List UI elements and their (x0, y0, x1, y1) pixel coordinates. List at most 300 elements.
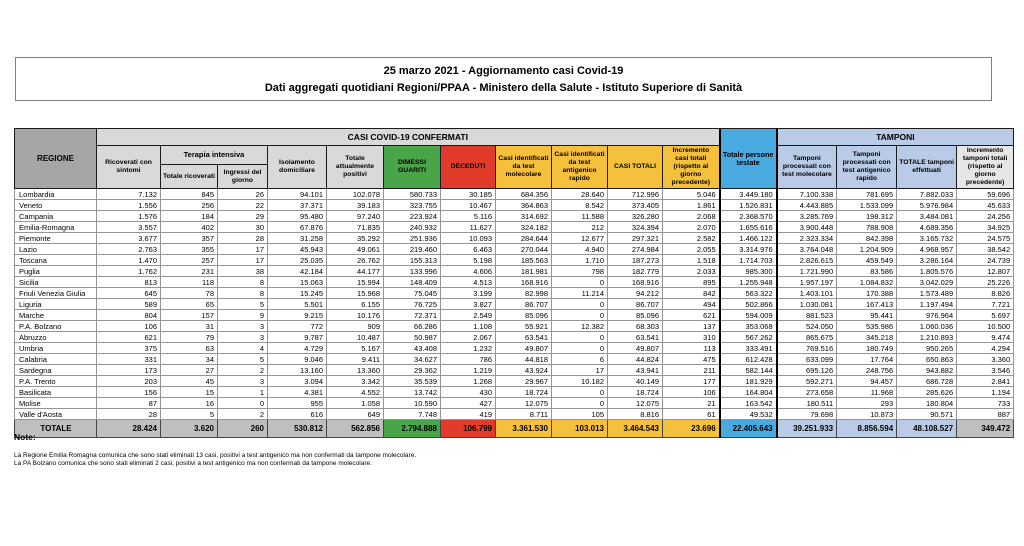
value-cell: 173 (97, 365, 161, 376)
value-cell: 12.677 (552, 233, 608, 244)
value-cell: 78 (161, 288, 218, 299)
value-cell: 887 (957, 409, 1014, 420)
table-row (15, 332, 1014, 343)
value-cell: 257 (161, 255, 218, 266)
region-name: Abruzzo (15, 332, 97, 343)
value-cell: 50.987 (384, 332, 441, 343)
value-cell: 1.210.893 (897, 332, 957, 343)
value-cell: 22.405.643 (720, 420, 777, 438)
value-cell: 1.197.494 (897, 299, 957, 310)
value-cell: 24.739 (957, 255, 1014, 266)
value-cell: 813 (97, 277, 161, 288)
value-cell: 2.794.888 (384, 420, 441, 438)
value-cell: 8.826 (957, 288, 1014, 299)
value-cell: 842 (663, 288, 720, 299)
region-name: Sardegna (15, 365, 97, 376)
value-cell: 31.258 (268, 233, 327, 244)
value-cell: 786 (441, 354, 496, 365)
column-header-persone-testate: Totale persone testate (720, 129, 777, 189)
value-cell: 494 (663, 299, 720, 310)
value-cell: 582.144 (720, 365, 777, 376)
region-name: Molise (15, 398, 97, 409)
value-cell: 733 (957, 398, 1014, 409)
value-cell: 2.070 (663, 222, 720, 233)
value-cell: 4.729 (268, 343, 327, 354)
value-cell: 686.728 (897, 376, 957, 387)
value-cell: 106 (97, 321, 161, 332)
table-row (15, 321, 1014, 332)
value-cell: 42.184 (268, 266, 327, 277)
value-cell: 59.696 (957, 189, 1014, 200)
table-row (15, 200, 1014, 211)
value-cell: 6 (552, 354, 608, 365)
value-cell: 955 (268, 398, 327, 409)
value-cell: 260 (218, 420, 268, 438)
value-cell: 3.546 (957, 365, 1014, 376)
value-cell: 94.212 (608, 288, 663, 299)
value-cell: 1.030.081 (777, 299, 837, 310)
value-cell: 231 (161, 266, 218, 277)
value-cell: 3.286.164 (897, 255, 957, 266)
table-row (15, 266, 1014, 277)
column-header-casi-totali: CASI TOTALI (608, 146, 663, 189)
value-cell: 6.155 (327, 299, 384, 310)
value-cell: 333.491 (720, 343, 777, 354)
value-cell: 2.826.615 (777, 255, 837, 266)
value-cell: 86.707 (608, 299, 663, 310)
value-cell: 297.321 (608, 233, 663, 244)
value-cell: 148.409 (384, 277, 441, 288)
table-row (15, 398, 1014, 409)
notes-title: Note: (14, 432, 36, 442)
value-cell: 274.984 (608, 244, 663, 255)
value-cell: 87 (97, 398, 161, 409)
value-cell: 950.265 (897, 343, 957, 354)
value-cell: 375 (97, 343, 161, 354)
value-cell: 27 (161, 365, 218, 376)
value-cell: 1.518 (663, 255, 720, 266)
value-cell: 3.199 (441, 288, 496, 299)
value-cell: 29.967 (496, 376, 552, 387)
value-cell: 842.398 (837, 233, 897, 244)
value-cell: 524.050 (777, 321, 837, 332)
value-cell: 3.900.448 (777, 222, 837, 233)
value-cell: 44.824 (608, 354, 663, 365)
value-cell: 24.256 (957, 211, 1014, 222)
value-cell: 28 (97, 409, 161, 420)
region-name: P.A. Trento (15, 376, 97, 387)
value-cell: 167.413 (837, 299, 897, 310)
value-cell: 645 (97, 288, 161, 299)
value-cell: 621 (97, 332, 161, 343)
value-cell: 10.093 (441, 233, 496, 244)
region-name: Calabria (15, 354, 97, 365)
value-cell: 2.549 (441, 310, 496, 321)
value-cell: 331 (97, 354, 161, 365)
value-cell: 804 (97, 310, 161, 321)
value-cell: 22 (218, 200, 268, 211)
table-row (15, 354, 1014, 365)
value-cell: 66.286 (384, 321, 441, 332)
value-cell: 43.924 (496, 365, 552, 376)
value-cell: 48.108.527 (897, 420, 957, 438)
value-cell: 18.724 (608, 387, 663, 398)
value-cell: 76.725 (384, 299, 441, 310)
value-cell: 94.101 (268, 189, 327, 200)
value-cell: 45.943 (268, 244, 327, 255)
value-cell: 7.132 (97, 189, 161, 200)
value-cell: 211 (663, 365, 720, 376)
value-cell: 4.381 (268, 387, 327, 398)
region-name: Puglia (15, 266, 97, 277)
value-cell: 12.075 (608, 398, 663, 409)
value-cell: 355 (161, 244, 218, 255)
value-cell: 324.394 (608, 222, 663, 233)
value-cell: 612.428 (720, 354, 777, 365)
value-cell: 72.371 (384, 310, 441, 321)
value-cell: 5.116 (441, 211, 496, 222)
value-cell: 349.472 (957, 420, 1014, 438)
value-cell: 4.294 (957, 343, 1014, 354)
value-cell: 2.055 (663, 244, 720, 255)
value-cell: 8.542 (552, 200, 608, 211)
value-cell: 212 (552, 222, 608, 233)
value-cell: 2.033 (663, 266, 720, 277)
value-cell: 1.721.990 (777, 266, 837, 277)
value-cell: 68.303 (608, 321, 663, 332)
value-cell: 10.467 (441, 200, 496, 211)
value-cell: 1.108 (441, 321, 496, 332)
value-cell: 43.408 (384, 343, 441, 354)
table-row (15, 211, 1014, 222)
value-cell: 3.042.029 (897, 277, 957, 288)
value-cell: 55.921 (496, 321, 552, 332)
value-cell: 2.582 (663, 233, 720, 244)
value-cell: 2.841 (957, 376, 1014, 387)
value-cell: 8 (218, 288, 268, 299)
value-cell: 63 (161, 343, 218, 354)
value-cell: 79.698 (777, 409, 837, 420)
value-cell: 7.748 (384, 409, 441, 420)
value-cell: 1 (218, 387, 268, 398)
value-cell: 5 (218, 299, 268, 310)
value-cell: 223.924 (384, 211, 441, 222)
column-header-incremento-casi: Incremento casi totali (rispetto al giorno precedente) (663, 146, 720, 189)
value-cell: 10.873 (837, 409, 897, 420)
column-header-ingressi-giorno: Ingressi del giorno (218, 165, 268, 189)
column-header-tamponi-molecolare: Tamponi processati con test molecolare (777, 146, 837, 189)
value-cell: 909 (327, 321, 384, 332)
value-cell: 1.470 (97, 255, 161, 266)
value-cell: 44.818 (496, 354, 552, 365)
value-cell: 85.096 (496, 310, 552, 321)
value-cell: 502.866 (720, 299, 777, 310)
value-cell: 82.998 (496, 288, 552, 299)
value-cell: 310 (663, 332, 720, 343)
region-name: Toscana (15, 255, 97, 266)
value-cell: 9.215 (268, 310, 327, 321)
value-cell: 530.812 (268, 420, 327, 438)
column-header-dimessi-guariti: DIMESSI GUARITI (384, 146, 441, 189)
value-cell: 177 (663, 376, 720, 387)
value-cell: 1.710 (552, 255, 608, 266)
column-header-casi-molecolare: Casi identificati da test molecolare (496, 146, 552, 189)
value-cell: 1.204.909 (837, 244, 897, 255)
value-cell: 75.045 (384, 288, 441, 299)
value-cell: 621 (663, 310, 720, 321)
value-cell: 1.556 (97, 200, 161, 211)
value-cell: 25.226 (957, 277, 1014, 288)
value-cell: 63.541 (608, 332, 663, 343)
value-cell: 113 (663, 343, 720, 354)
value-cell: 95.480 (268, 211, 327, 222)
value-cell: 45 (161, 376, 218, 387)
value-cell: 11.214 (552, 288, 608, 299)
value-cell: 10.176 (327, 310, 384, 321)
value-cell: 97.240 (327, 211, 384, 222)
value-cell: 30 (218, 222, 268, 233)
value-cell: 1.255.948 (720, 277, 777, 288)
value-cell: 106.799 (441, 420, 496, 438)
value-cell: 10.590 (384, 398, 441, 409)
value-cell: 616 (268, 409, 327, 420)
value-cell: 40.149 (608, 376, 663, 387)
value-cell: 3.361.530 (496, 420, 552, 438)
value-cell: 25.035 (268, 255, 327, 266)
table-row (15, 299, 1014, 310)
value-cell: 788.908 (837, 222, 897, 233)
value-cell: 9.411 (327, 354, 384, 365)
value-cell: 0 (552, 310, 608, 321)
value-cell: 5.976.984 (897, 200, 957, 211)
value-cell: 4.689.356 (897, 222, 957, 233)
value-cell: 29 (218, 211, 268, 222)
value-cell: 17 (218, 255, 268, 266)
value-cell: 156 (97, 387, 161, 398)
value-cell: 28 (218, 233, 268, 244)
value-cell: 2.067 (441, 332, 496, 343)
value-cell: 8.711 (496, 409, 552, 420)
value-cell: 184 (161, 211, 218, 222)
value-cell: 4.968.957 (897, 244, 957, 255)
value-cell: 17 (218, 244, 268, 255)
total-label: TOTALE (15, 420, 97, 438)
page-subtitle: Dati aggregati quotidiani Regioni/PPAA - Ministero della Salute - Istituto Superiore di Sanità (264, 81, 743, 94)
value-cell: 6.463 (441, 244, 496, 255)
value-cell: 7.882.033 (897, 189, 957, 200)
value-cell: 364.863 (496, 200, 552, 211)
value-cell: 772 (268, 321, 327, 332)
value-cell: 23.696 (663, 420, 720, 438)
value-cell: 105 (552, 409, 608, 420)
value-cell: 8.856.594 (837, 420, 897, 438)
value-cell: 5.198 (441, 255, 496, 266)
value-cell: 31 (161, 321, 218, 332)
value-cell: 137 (663, 321, 720, 332)
value-cell: 2.068 (663, 211, 720, 222)
value-cell: 3.557 (97, 222, 161, 233)
value-cell: 1.957.197 (777, 277, 837, 288)
value-cell: 580.733 (384, 189, 441, 200)
value-cell: 10.487 (327, 332, 384, 343)
value-cell: 0 (552, 398, 608, 409)
value-cell: 270.044 (496, 244, 552, 255)
value-cell: 943.882 (897, 365, 957, 376)
column-header-casi-antigenico: Casi identificati da test antigenico rapido (552, 146, 608, 189)
value-cell: 684.356 (496, 189, 552, 200)
value-cell: 49.532 (720, 409, 777, 420)
value-cell: 2 (218, 365, 268, 376)
value-cell: 35.539 (384, 376, 441, 387)
value-cell: 3.620 (161, 420, 218, 438)
value-cell: 5.167 (327, 343, 384, 354)
value-cell: 1.194 (957, 387, 1014, 398)
value-cell: 15.245 (268, 288, 327, 299)
value-cell: 3.314.976 (720, 244, 777, 255)
value-cell: 39.183 (327, 200, 384, 211)
value-cell: 5.501 (268, 299, 327, 310)
value-cell: 1.058 (327, 398, 384, 409)
value-cell: 562.856 (327, 420, 384, 438)
value-cell: 163.542 (720, 398, 777, 409)
value-cell: 8.816 (608, 409, 663, 420)
value-cell: 895 (663, 277, 720, 288)
value-cell: 18.724 (496, 387, 552, 398)
value-cell: 106 (663, 387, 720, 398)
value-cell: 3 (218, 321, 268, 332)
value-cell: 0 (552, 343, 608, 354)
value-cell: 0 (552, 299, 608, 310)
value-cell: 633.099 (777, 354, 837, 365)
value-cell: 1.084.832 (837, 277, 897, 288)
region-name: Friuli Venezia Giulia (15, 288, 97, 299)
column-header-attualmente-positivi: Totale attualmente positivi (327, 146, 384, 189)
column-header-totale-ricoverati: Totale ricoverati (161, 165, 218, 189)
value-cell: 94.457 (837, 376, 897, 387)
group-header-confermati: CASI COVID-19 CONFERMATI (97, 129, 720, 146)
value-cell: 133.996 (384, 266, 441, 277)
column-header-regione: REGIONE (15, 129, 97, 189)
region-name: Piemonte (15, 233, 97, 244)
value-cell: 198.312 (837, 211, 897, 222)
value-cell: 13.742 (384, 387, 441, 398)
value-cell: 1.861 (663, 200, 720, 211)
value-cell: 49.807 (608, 343, 663, 354)
value-cell: 7.721 (957, 299, 1014, 310)
table-row (15, 343, 1014, 354)
value-cell: 168.916 (496, 277, 552, 288)
value-cell: 314.692 (496, 211, 552, 222)
value-cell: 49.061 (327, 244, 384, 255)
region-name: Umbria (15, 343, 97, 354)
value-cell: 240.932 (384, 222, 441, 233)
value-cell: 39.251.933 (777, 420, 837, 438)
value-cell: 284.644 (496, 233, 552, 244)
value-cell: 976.964 (897, 310, 957, 321)
value-cell: 12.075 (496, 398, 552, 409)
value-cell: 10.500 (957, 321, 1014, 332)
table-row (15, 277, 1014, 288)
notes-section (14, 432, 994, 468)
column-header-totale-tamponi: TOTALE tamponi effettuati (897, 146, 957, 189)
value-cell: 427 (441, 398, 496, 409)
region-name: Valle d'Aosta (15, 409, 97, 420)
covid-data-table (14, 128, 1014, 438)
value-cell: 63.541 (496, 332, 552, 343)
value-cell: 649 (327, 409, 384, 420)
value-cell: 589 (97, 299, 161, 310)
value-cell: 357 (161, 233, 218, 244)
value-cell: 182.779 (608, 266, 663, 277)
value-cell: 219.460 (384, 244, 441, 255)
value-cell: 0 (552, 387, 608, 398)
value-cell: 67.876 (268, 222, 327, 233)
value-cell: 9.046 (268, 354, 327, 365)
value-cell: 13.360 (327, 365, 384, 376)
value-cell: 10.182 (552, 376, 608, 387)
value-cell: 65 (161, 299, 218, 310)
value-cell: 5.046 (663, 189, 720, 200)
value-cell: 3.484.081 (897, 211, 957, 222)
region-name: Marche (15, 310, 97, 321)
value-cell: 3.764.048 (777, 244, 837, 255)
value-cell: 26 (218, 189, 268, 200)
table-body (15, 189, 1014, 420)
value-cell: 9.787 (268, 332, 327, 343)
value-cell: 102.078 (327, 189, 384, 200)
value-cell: 535.986 (837, 321, 897, 332)
table-row (15, 222, 1014, 233)
value-cell: 273.658 (777, 387, 837, 398)
value-cell: 3.360 (957, 354, 1014, 365)
value-cell: 157 (161, 310, 218, 321)
value-cell: 3.449.180 (720, 189, 777, 200)
table-header (15, 129, 1014, 189)
value-cell: 17.764 (837, 354, 897, 365)
value-cell: 9.474 (957, 332, 1014, 343)
value-cell: 4.940 (552, 244, 608, 255)
value-cell: 592.271 (777, 376, 837, 387)
value-cell: 11.627 (441, 222, 496, 233)
value-cell: 164.804 (720, 387, 777, 398)
value-cell: 180.749 (837, 343, 897, 354)
value-cell: 181.929 (720, 376, 777, 387)
value-cell: 881.523 (777, 310, 837, 321)
value-cell: 0 (552, 332, 608, 343)
page-title: 25 marzo 2021 - Aggiornamento casi Covid-19 (383, 64, 624, 77)
value-cell: 563.322 (720, 288, 777, 299)
value-cell: 155.313 (384, 255, 441, 266)
value-cell: 43.941 (608, 365, 663, 376)
value-cell: 419 (441, 409, 496, 420)
group-header-terapia-intensiva: Terapia intensiva (161, 146, 268, 165)
value-cell: 3 (218, 332, 268, 343)
value-cell: 12.807 (957, 266, 1014, 277)
value-cell: 2 (218, 409, 268, 420)
value-cell: 15.063 (268, 277, 327, 288)
value-cell: 0 (552, 277, 608, 288)
value-cell: 180.804 (897, 398, 957, 409)
value-cell: 38.542 (957, 244, 1014, 255)
value-cell: 21 (663, 398, 720, 409)
table-row (15, 244, 1014, 255)
value-cell: 26.762 (327, 255, 384, 266)
value-cell: 118 (161, 277, 218, 288)
value-cell: 34.627 (384, 354, 441, 365)
value-cell: 7.100.338 (777, 189, 837, 200)
value-cell: 24.575 (957, 233, 1014, 244)
value-cell: 326.280 (608, 211, 663, 222)
